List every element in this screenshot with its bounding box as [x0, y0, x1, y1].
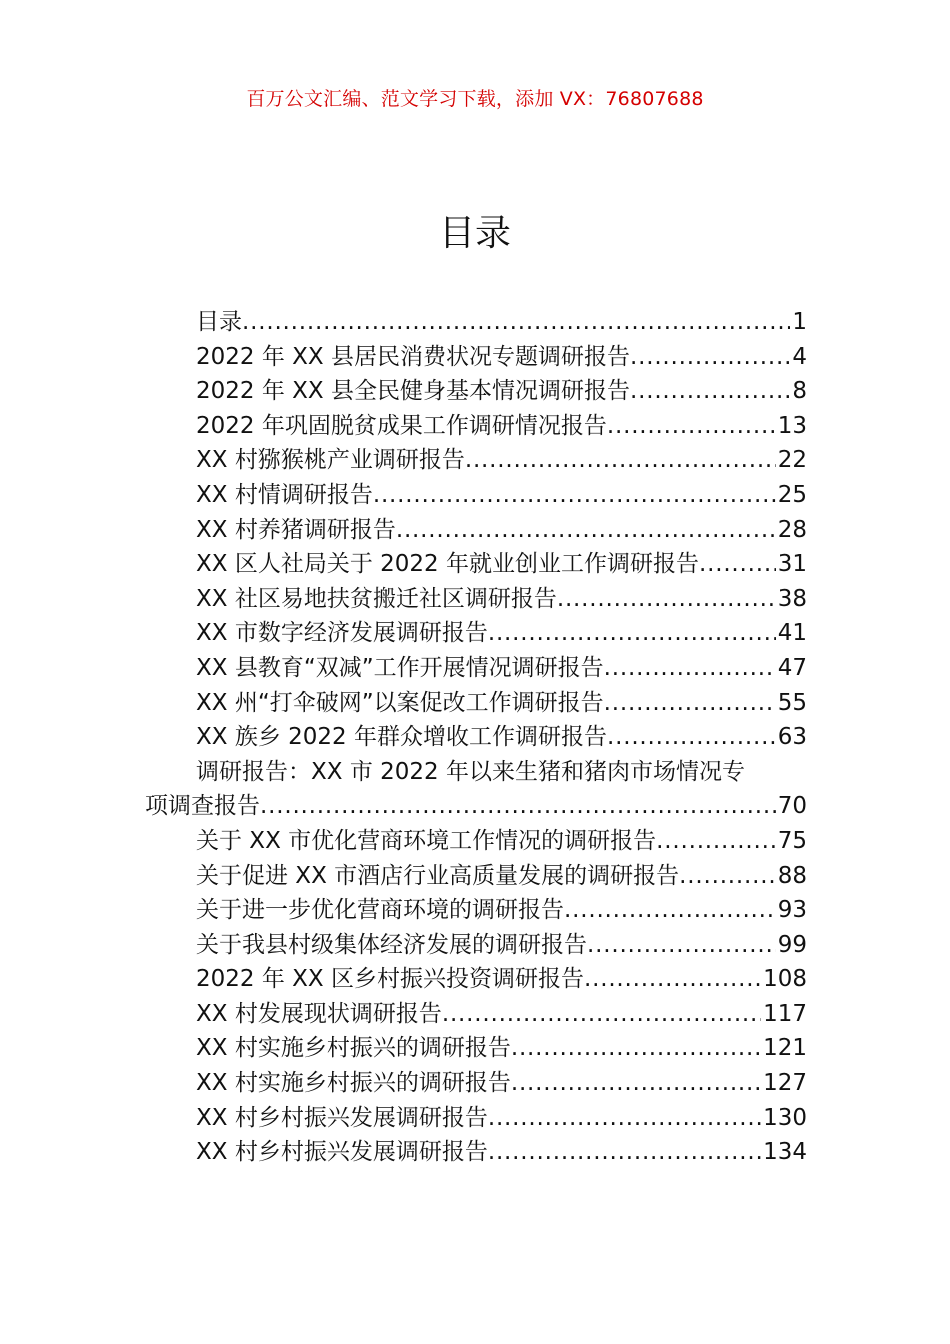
- toc-entry-page: 22: [777, 447, 807, 474]
- toc-dot-leader: [373, 478, 776, 513]
- toc-entry[interactable]: [145, 962, 807, 997]
- toc-entry-page: 4: [792, 343, 807, 370]
- toc-entry-page: 55: [777, 689, 807, 716]
- document-title: 目录: [438, 213, 511, 254]
- toc-entry[interactable]: [145, 1066, 807, 1101]
- toc-entry-page: 93: [777, 897, 807, 924]
- toc-entry-page: 99: [777, 931, 807, 958]
- toc-entry[interactable]: [145, 1101, 807, 1136]
- toc-entry[interactable]: [145, 340, 807, 375]
- toc-entry[interactable]: [145, 859, 807, 894]
- toc-dot-leader: [630, 374, 790, 409]
- toc-entry[interactable]: [145, 651, 807, 686]
- toc-dot-leader: [587, 928, 776, 963]
- toc-entry-title-line1: 调研报告：XX 市 2022 年以来生猪和猪肉市场情况专: [196, 758, 745, 785]
- toc-entry[interactable]: [145, 513, 807, 548]
- toc-entry-page: 88: [777, 862, 807, 889]
- toc-dot-leader: [488, 1135, 761, 1170]
- toc-entry-title: XX 社区易地扶贫搬迁社区调研报告: [196, 585, 557, 612]
- toc-entry[interactable]: [145, 720, 807, 755]
- toc-entry-page: 8: [792, 378, 807, 405]
- toc-entry-page: 121: [763, 1035, 807, 1062]
- toc-entry-page: 41: [777, 620, 807, 647]
- toc-entry[interactable]: [145, 374, 807, 409]
- toc-entry-title: XX 村猕猴桃产业调研报告: [196, 447, 465, 474]
- toc-dot-leader: [584, 962, 761, 997]
- toc-entry-page: 25: [777, 481, 807, 508]
- toc-dot-leader: [607, 720, 776, 755]
- toc-entry-title-line2: 项调查报告: [145, 793, 260, 820]
- toc-entry[interactable]: [145, 443, 807, 478]
- toc-entry-page: 108: [763, 966, 807, 993]
- toc-entry-page: 75: [777, 827, 807, 854]
- toc-dot-leader: [604, 651, 776, 686]
- table-of-contents: [145, 305, 807, 1170]
- toc-entry-title: 关于我县村级集体经济发展的调研报告: [196, 931, 587, 958]
- toc-entry-title: XX 族乡 2022 年群众增收工作调研报告: [196, 724, 607, 751]
- toc-entry[interactable]: [145, 1031, 807, 1066]
- toc-dot-leader: [488, 616, 776, 651]
- toc-entry-title: XX 村养猪调研报告: [196, 516, 396, 543]
- toc-entry[interactable]: [145, 478, 807, 513]
- toc-entry-title: XX 区人社局关于 2022 年就业创业工作调研报告: [196, 551, 699, 578]
- toc-entry-page: 31: [777, 551, 807, 578]
- toc-dot-leader: [260, 789, 776, 824]
- toc-dot-leader: [607, 409, 776, 444]
- toc-entry[interactable]: [145, 928, 807, 963]
- toc-entry-page: 28: [777, 516, 807, 543]
- toc-entry-page: 47: [777, 654, 807, 681]
- toc-entry[interactable]: [145, 409, 807, 444]
- toc-entry-title: XX 村乡村振兴发展调研报告: [196, 1139, 488, 1166]
- toc-dot-leader: [511, 1066, 761, 1101]
- toc-entry-page: 38: [777, 585, 807, 612]
- toc-entry[interactable]: [145, 616, 807, 651]
- toc-entry-page: 70: [777, 793, 807, 820]
- toc-entry[interactable]: [145, 824, 807, 859]
- toc-entry[interactable]: [145, 686, 807, 721]
- toc-entry-multiline[interactable]: [145, 755, 807, 824]
- toc-entry-title: XX 州“打伞破网”以案促改工作调研报告: [196, 689, 604, 716]
- toc-entry-page: 13: [777, 412, 807, 439]
- toc-entry-title: 2022 年巩固脱贫成果工作调研情况报告: [196, 412, 607, 439]
- toc-entry[interactable]: [145, 997, 807, 1032]
- toc-entry-title: XX 村乡村振兴发展调研报告: [196, 1104, 488, 1131]
- toc-dot-leader: [564, 893, 776, 928]
- toc-entry-title: XX 村情调研报告: [196, 481, 373, 508]
- toc-dot-leader: [679, 859, 776, 894]
- toc-entry-title: XX 村发展现状调研报告: [196, 1000, 442, 1027]
- toc-dot-leader: [630, 340, 790, 375]
- toc-entry-title: 关于促进 XX 市酒店行业高质量发展的调研报告: [196, 862, 680, 889]
- toc-entry-title: 目录: [196, 309, 242, 335]
- toc-entry-title: XX 市数字经济发展调研报告: [196, 620, 488, 647]
- toc-dot-leader: [604, 686, 776, 721]
- toc-entry-page: 130: [763, 1104, 807, 1131]
- toc-entry[interactable]: [145, 305, 807, 340]
- toc-dot-leader: [396, 513, 776, 548]
- toc-entry-title: 2022 年 XX 县居民消费状况专题调研报告: [196, 343, 630, 370]
- toc-dot-leader: [656, 824, 776, 859]
- toc-dot-leader: [511, 1031, 761, 1066]
- toc-entry[interactable]: [145, 547, 807, 582]
- toc-entry-title: 2022 年 XX 县全民健身基本情况调研报告: [196, 378, 630, 405]
- toc-dot-leader: [242, 305, 790, 340]
- toc-entry-title: XX 村实施乡村振兴的调研报告: [196, 1070, 511, 1097]
- header-note: 百万公文汇编、范文学习下载，添加 VX：76807688: [246, 88, 704, 110]
- toc-dot-leader: [442, 997, 761, 1032]
- toc-dot-leader: [488, 1101, 761, 1136]
- toc-entry-page: 117: [763, 1000, 807, 1027]
- toc-entry-title: 2022 年 XX 区乡村振兴投资调研报告: [196, 966, 584, 993]
- toc-entry-page: 1: [792, 309, 807, 335]
- toc-entry-page: 127: [763, 1070, 807, 1097]
- toc-entry-page: 134: [763, 1139, 807, 1166]
- toc-entry-title: XX 县教育“双减”工作开展情况调研报告: [196, 654, 604, 681]
- toc-dot-leader: [465, 443, 776, 478]
- toc-entry-title: XX 村实施乡村振兴的调研报告: [196, 1035, 511, 1062]
- toc-entry[interactable]: [145, 893, 807, 928]
- toc-entry-title: 关于进一步优化营商环境的调研报告: [196, 897, 564, 924]
- toc-entry-page: 63: [777, 724, 807, 751]
- toc-entry[interactable]: [145, 582, 807, 617]
- toc-entry-title: 关于 XX 市优化营商环境工作情况的调研报告: [196, 827, 657, 854]
- toc-entry[interactable]: [145, 1135, 807, 1170]
- toc-dot-leader: [699, 547, 776, 582]
- toc-dot-leader: [557, 582, 776, 617]
